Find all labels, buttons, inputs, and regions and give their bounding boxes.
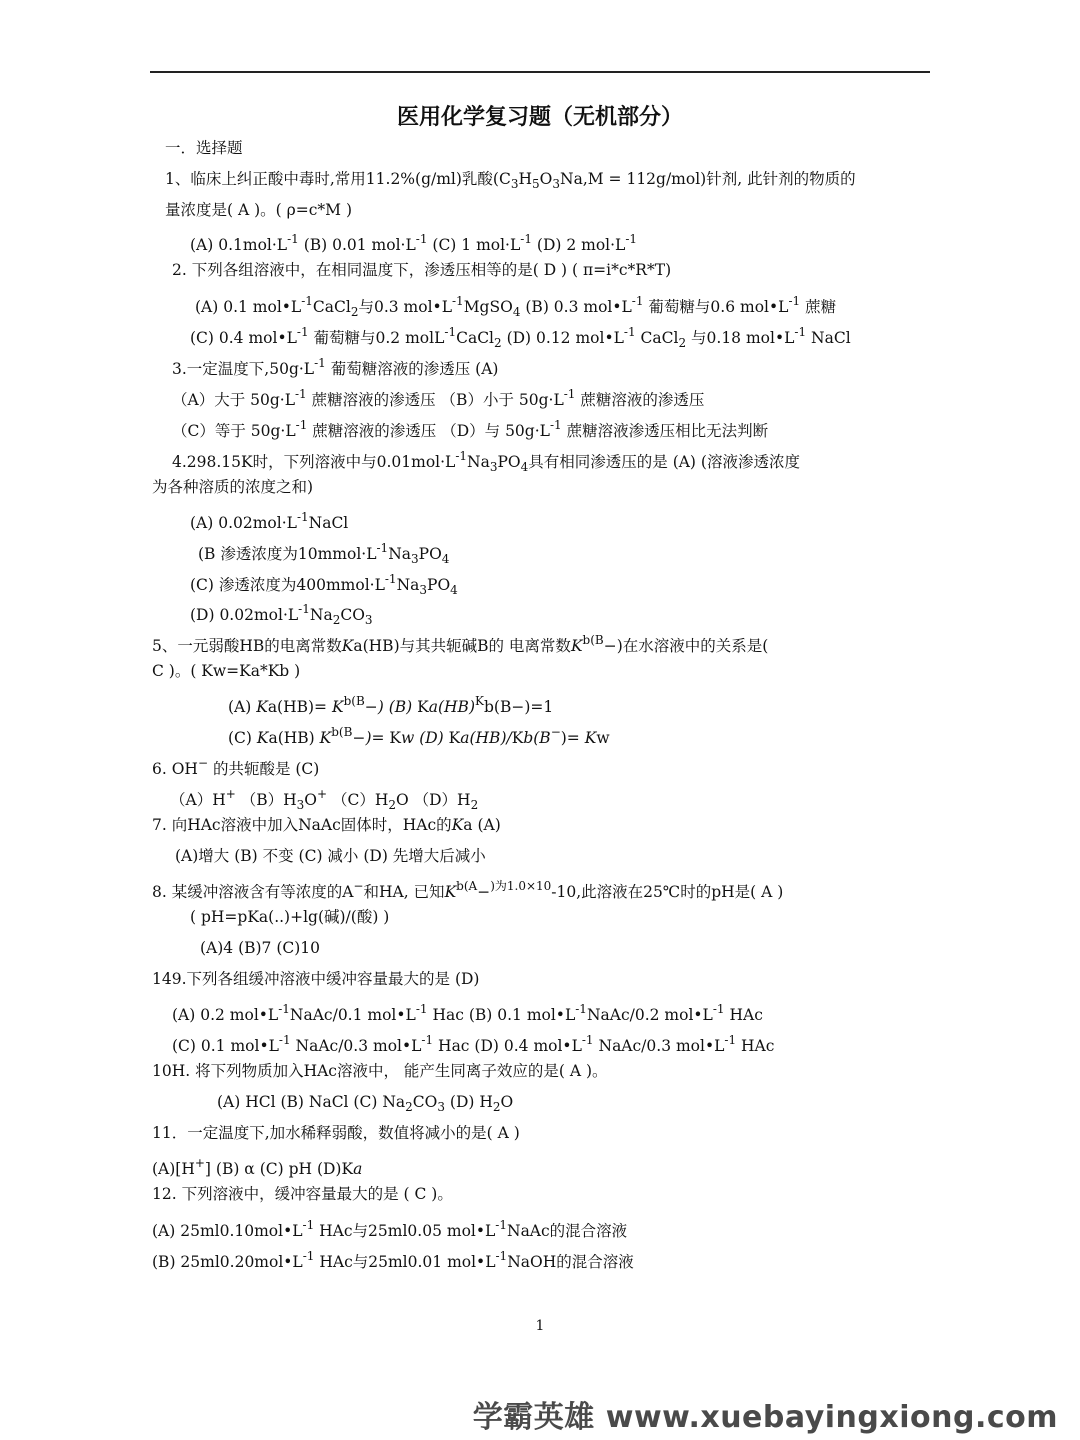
superscript: -1 xyxy=(298,602,310,616)
question-line xyxy=(170,783,478,816)
superscript: b(B xyxy=(343,694,365,708)
line-text: b(B xyxy=(483,698,512,716)
question-line xyxy=(152,1183,453,1205)
superscript: -1 xyxy=(724,1033,737,1047)
superscript: -1 xyxy=(495,1218,507,1232)
superscript: + xyxy=(194,1156,205,1170)
question-line xyxy=(165,137,243,159)
subscript: 3 xyxy=(437,1100,445,1114)
line-text: − xyxy=(477,883,491,901)
question-line xyxy=(152,660,300,682)
superscript: -1 xyxy=(302,1218,315,1232)
superscript: -1 xyxy=(301,294,313,308)
question-line xyxy=(172,1029,774,1057)
line-text: Hac (B) 0.1 mol•L xyxy=(427,1006,576,1024)
line-text: -10 xyxy=(551,883,577,901)
line-text: − xyxy=(352,729,366,747)
line-text: Na xyxy=(309,606,333,624)
line-text: 149.下列各组缓冲溶液中缓冲容量最大的是 (D) xyxy=(152,970,480,988)
subscript: 5 xyxy=(532,177,540,191)
line-text: CO xyxy=(412,1093,438,1111)
question-line xyxy=(152,476,313,498)
watermark-text: 学霸英雄 www.xuebayingxiong.com xyxy=(472,1400,1058,1435)
line-text: NaCl xyxy=(806,329,851,347)
line-text: 3.一定温度下,50g·L xyxy=(172,360,315,378)
subscript: 2 xyxy=(470,798,479,812)
italic-symbol: )= xyxy=(365,729,390,747)
question-line xyxy=(165,199,352,221)
line-text: ( pH=pKa(..)+lg(碱)/(酸) ) xyxy=(190,908,390,926)
superscript: -1 xyxy=(415,232,428,246)
superscript: b(B xyxy=(582,633,604,647)
line-text: K xyxy=(448,729,461,747)
superscript: − xyxy=(197,756,209,770)
line-text: 6. OH xyxy=(152,760,198,778)
line-text: ,此溶液在25℃时的pH是( A ) xyxy=(576,883,784,901)
line-text: (C) 渗透浓度为400mmol·L xyxy=(190,576,385,594)
superscript: -1 xyxy=(296,325,309,339)
line-text: a (A) xyxy=(463,816,501,834)
subscript: 4 xyxy=(512,305,521,319)
line-text: (D) 0.02mol·L xyxy=(190,606,299,624)
superscript: -1 xyxy=(581,1033,594,1047)
line-text: 葡萄糖与0.6 mol•L xyxy=(643,298,789,316)
line-text: K xyxy=(511,729,524,747)
question-line xyxy=(190,598,373,631)
superscript: − xyxy=(353,879,364,893)
superscript: -1 xyxy=(302,1249,315,1263)
line-text: 12. 下列溶液中，缓冲容量最大的是 ( C )。 xyxy=(152,1185,453,1203)
superscript: + xyxy=(225,787,236,801)
superscript: -1 xyxy=(287,232,299,246)
italic-symbol: K xyxy=(256,729,269,747)
line-text: PO xyxy=(497,453,521,471)
line-text: w xyxy=(596,729,610,747)
line-text: (A) HCl (B) NaCl (C) Na xyxy=(217,1093,406,1111)
line-text: (A) 25ml0.10mol•L xyxy=(152,1222,303,1240)
subscript: 4 xyxy=(450,583,458,597)
line-text: O （D）H xyxy=(396,791,471,809)
line-text: a(HB) xyxy=(268,729,320,747)
question-line xyxy=(152,875,783,903)
question-line xyxy=(195,290,836,323)
question-line xyxy=(190,506,348,534)
line-text: (B) 25ml0.20mol•L xyxy=(152,1253,303,1271)
superscript: b(A xyxy=(456,879,478,893)
line-text: 2. 下列各组溶液中，在相同温度下，渗透压相等的是( D ) ( π=i*c*R*T) xyxy=(172,261,672,279)
question-line xyxy=(228,690,553,718)
line-text: 7. 向HAc溶液中加入NaAc固体时，HAc的 xyxy=(152,816,452,834)
line-text: (A) 0.2 mol•L xyxy=(172,1006,279,1024)
question-line xyxy=(190,228,637,256)
line-text: (D) 0.12 mol•L xyxy=(501,329,624,347)
line-text: a(HB)= xyxy=(267,698,332,716)
superscript: -1 xyxy=(625,232,638,246)
line-text: HAc xyxy=(736,1037,775,1055)
question-line xyxy=(217,1091,513,1118)
page-title: 医用化学复习题（无机部分） xyxy=(396,105,683,130)
question-line xyxy=(190,906,389,928)
line-text: 一．选择题 xyxy=(165,139,243,157)
superscript: -1 xyxy=(575,1002,587,1016)
subscript: 3 xyxy=(411,552,419,566)
superscript: -1 xyxy=(623,325,636,339)
line-text: NaAc/0.3 mol•L xyxy=(593,1037,725,1055)
superscript: -1 xyxy=(563,387,576,401)
subscript: 3 xyxy=(364,613,373,627)
superscript: -1 xyxy=(415,1002,428,1016)
line-text: ] (B) α (C) pH (D) xyxy=(204,1160,342,1178)
question-line xyxy=(152,752,319,780)
line-text: NaAc的混合溶液 xyxy=(507,1222,628,1240)
superscript: -1 xyxy=(376,541,389,555)
subscript: 2 xyxy=(388,798,396,812)
question-line xyxy=(198,537,449,570)
line-text: O xyxy=(500,1093,514,1111)
subscript: 3 xyxy=(552,177,561,191)
line-text: − xyxy=(603,637,617,655)
superscript: -1 xyxy=(314,356,326,370)
line-text: HAc与25ml0.01 mol•L xyxy=(314,1253,496,1271)
italic-symbol: K xyxy=(331,698,344,716)
line-text: (C) 0.1 mol•L xyxy=(172,1037,279,1055)
question-line xyxy=(200,937,320,959)
page-number: 1 xyxy=(535,1318,545,1334)
line-text: (A)增大 (B) 不变 (C) 减小 (D) 先增大后减小 xyxy=(175,847,486,865)
line-text: 和HA, 已知 xyxy=(363,883,445,901)
line-text: 为各种溶质的浓度之和) xyxy=(152,478,314,496)
line-text: H xyxy=(518,170,533,188)
line-text: Hac (D) 0.4 mol•L xyxy=(433,1037,582,1055)
line-text: − xyxy=(511,698,525,716)
line-text: (C) 1 mol·L xyxy=(427,236,521,254)
line-text: (A) 0.1mol·L xyxy=(190,236,288,254)
subscript: 3 xyxy=(489,460,498,474)
line-text: (D) H xyxy=(444,1093,493,1111)
line-text: (A)4 (B)7 (C)10 xyxy=(200,939,321,957)
line-text: CaCl xyxy=(635,329,679,347)
question-line xyxy=(152,1122,520,1144)
line-text: NaAc/0.1 mol•L xyxy=(289,1006,416,1024)
line-text: K xyxy=(417,698,429,716)
line-text: HAc xyxy=(724,1006,763,1024)
line-text: 蔗糖溶液渗透压相比无法判断 xyxy=(561,422,769,440)
line-text: NaAc/0.3 mol•L xyxy=(290,1037,422,1055)
italic-symbol: a xyxy=(353,1160,363,1178)
italic-symbol: a(HB) xyxy=(428,698,475,716)
line-text: 量浓度是( A )。( ρ=c*M ) xyxy=(165,201,352,219)
question-line xyxy=(172,383,704,411)
line-text: （A）大于 50g·L xyxy=(172,391,295,409)
italic-symbol: ) (B) xyxy=(377,698,418,716)
superscript: -1 xyxy=(296,510,309,524)
line-text: PO xyxy=(427,576,451,594)
subscript: 2 xyxy=(405,1100,413,1114)
line-text: − xyxy=(364,698,378,716)
italic-symbol: K xyxy=(584,729,597,747)
line-text: NaCl xyxy=(308,514,349,532)
line-text: 与0.18 mol•L xyxy=(686,329,795,347)
subscript: 2 xyxy=(332,613,341,627)
question-line xyxy=(172,259,671,281)
superscript: -1 xyxy=(631,294,644,308)
line-text: 葡萄糖与0.2 molL xyxy=(308,329,445,347)
line-text: 11．一定温度下,加水稀释弱酸，数值将减小的是( A ) xyxy=(152,1124,520,1142)
subscript: 3 xyxy=(419,583,428,597)
line-text: Na xyxy=(388,545,412,563)
italic-symbol: K xyxy=(570,637,583,655)
question-line xyxy=(165,168,856,195)
line-text: 的共轭酸是 (C) xyxy=(208,760,320,778)
subscript: 4 xyxy=(520,460,529,474)
question-line xyxy=(152,629,768,657)
superscript: -1 xyxy=(384,572,397,586)
line-text: Na,M = 112g/mol)针剂, 此针剂的物质的 xyxy=(560,170,856,188)
superscript: -1 xyxy=(451,294,464,308)
italic-symbol: K xyxy=(256,698,268,716)
line-text: (A)[H xyxy=(152,1160,195,1178)
question-line xyxy=(172,998,763,1026)
superscript: )为1.0×10 xyxy=(490,879,552,893)
italic-symbol: a(HB)/ xyxy=(460,729,512,747)
header-rule xyxy=(150,71,930,73)
line-text: K xyxy=(341,1160,354,1178)
line-text: (A) 0.02mol·L xyxy=(190,514,297,532)
italic-symbol: w (D) xyxy=(401,729,449,747)
line-text: HAc与25ml0.05 mol•L xyxy=(314,1222,496,1240)
line-text: (C) 0.4 mol•L xyxy=(190,329,297,347)
superscript: -1 xyxy=(295,387,307,401)
line-text: Na xyxy=(467,453,490,471)
question-line xyxy=(172,414,768,442)
line-text: 与0.3 mol•L xyxy=(358,298,452,316)
line-text: 4.298.15K时，下列溶液中与0.01mol·L xyxy=(172,453,456,471)
superscript: -1 xyxy=(421,1033,434,1047)
italic-symbol: K xyxy=(319,729,332,747)
subscript: 2 xyxy=(678,336,687,350)
superscript: -1 xyxy=(788,294,801,308)
line-text: NaAc/0.2 mol•L xyxy=(586,1006,713,1024)
italic-symbol: K xyxy=(341,637,354,655)
subscript: 4 xyxy=(441,552,450,566)
question-line xyxy=(175,845,486,867)
superscript: -1 xyxy=(794,325,807,339)
superscript: -1 xyxy=(712,1002,725,1016)
line-text: MgSO xyxy=(463,298,513,316)
line-text: 葡萄糖溶液的渗透压 (A) xyxy=(325,360,499,378)
line-text: )= xyxy=(560,729,585,747)
italic-symbol: b(B xyxy=(523,729,551,747)
line-text: (A) 0.1 mol•L xyxy=(195,298,302,316)
superscript: -1 xyxy=(278,1002,290,1016)
superscript: b(B xyxy=(331,725,353,739)
line-text: （C）等于 50g·L xyxy=(172,422,296,440)
line-text: PO xyxy=(418,545,442,563)
question-line xyxy=(152,814,501,836)
subscript: 2 xyxy=(494,336,502,350)
line-text: )=1 xyxy=(524,698,554,716)
line-text: )在水溶液中的关系是( xyxy=(616,637,769,655)
line-text: Na xyxy=(396,576,420,594)
question-line xyxy=(152,968,479,990)
superscript: − xyxy=(550,725,561,739)
superscript: -1 xyxy=(455,449,468,463)
line-text: 具有相同渗透压的是 (A) (溶液渗透浓度 xyxy=(528,453,800,471)
subscript: 2 xyxy=(350,305,359,319)
question-line xyxy=(190,321,851,354)
question-line xyxy=(152,1060,608,1082)
line-text: 蔗糖溶液的渗透压 （D）与 50g·L xyxy=(307,422,550,440)
line-text: O xyxy=(539,170,553,188)
line-text: CaCl xyxy=(312,298,351,316)
superscript: + xyxy=(316,787,328,801)
question-line xyxy=(172,445,800,478)
line-text: （A）H xyxy=(170,791,226,809)
question-line xyxy=(152,1214,627,1242)
line-text: （C）H xyxy=(327,791,389,809)
line-text: （B）H xyxy=(235,791,297,809)
subscript: 2 xyxy=(492,1100,501,1114)
superscript: -1 xyxy=(495,1249,508,1263)
line-text: 10H. 将下列物质加入HAc溶液中， 能产生同离子效应的是( A )。 xyxy=(152,1062,608,1080)
superscript: -1 xyxy=(295,418,308,432)
superscript: -1 xyxy=(520,232,532,246)
superscript: -1 xyxy=(444,325,457,339)
line-text: K xyxy=(389,729,401,747)
subscript: 3 xyxy=(510,177,519,191)
line-text: (B) 0.01 mol·L xyxy=(298,236,416,254)
line-text: O xyxy=(304,791,317,809)
line-text: 5、一元弱酸HB的电离常数 xyxy=(152,637,342,655)
question-line xyxy=(172,352,498,380)
line-text: NaOH的混合溶液 xyxy=(507,1253,634,1271)
question-line xyxy=(190,568,458,601)
line-text: (B 渗透浓度为10mmol·L xyxy=(198,545,377,563)
subscript: 3 xyxy=(296,798,305,812)
line-text: (B) 0.3 mol•L xyxy=(520,298,632,316)
italic-symbol: K xyxy=(444,883,457,901)
italic-symbol: K xyxy=(451,816,464,834)
question-line xyxy=(152,1152,362,1180)
line-text: (C) xyxy=(228,729,257,747)
line-text: CO xyxy=(340,606,365,624)
superscript: -1 xyxy=(549,418,562,432)
line-text: CaCl xyxy=(456,329,495,347)
line-text: 8. 某缓冲溶液含有等浓度的A xyxy=(152,883,354,901)
line-text: 蔗糖溶液的渗透压 （B）小于 50g·L xyxy=(306,391,564,409)
line-text: 1、临床上纠正酸中毒时,常用11.2%(g/ml)乳酸(C xyxy=(165,170,511,188)
line-text: 蔗糖溶液的渗透压 xyxy=(575,391,705,409)
line-text: (D) 2 mol·L xyxy=(531,236,626,254)
superscript: -1 xyxy=(278,1033,291,1047)
line-text: C )。( Kw=Ka*Kb ) xyxy=(152,662,301,680)
line-text: a(HB)与其共轭碱B的 电离常数 xyxy=(353,637,571,655)
superscript: K xyxy=(475,694,484,708)
question-line xyxy=(152,1245,634,1273)
line-text: 蔗糖 xyxy=(800,298,837,316)
question-line xyxy=(228,721,610,749)
line-text: (A) xyxy=(228,698,257,716)
